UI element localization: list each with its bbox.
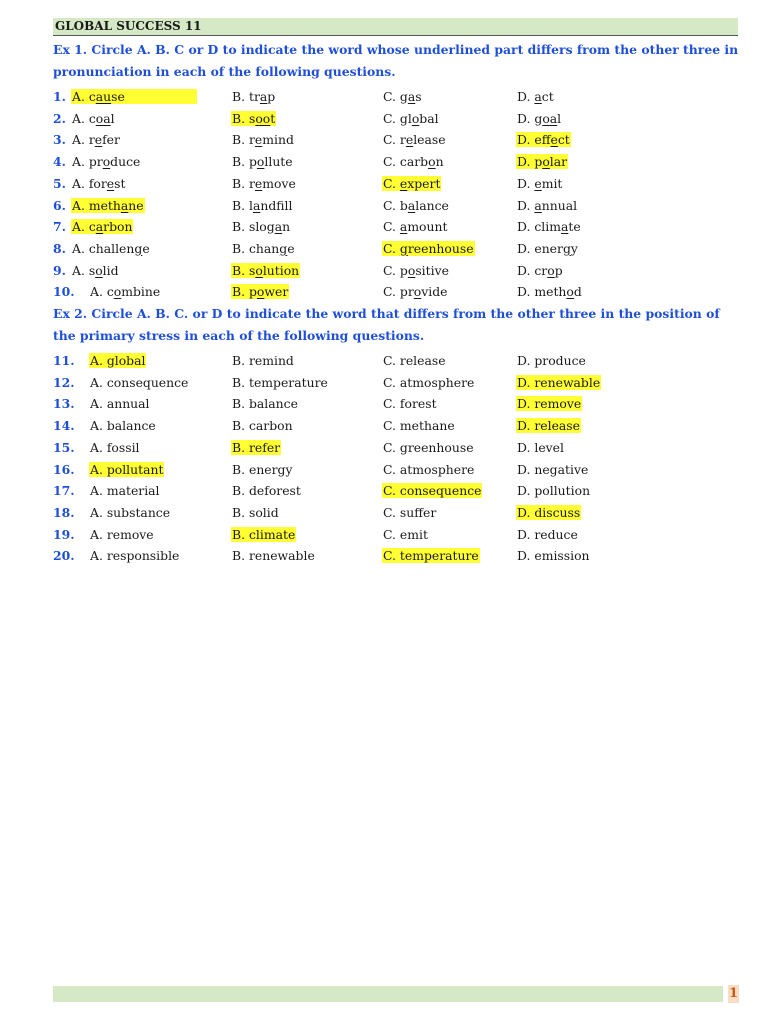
option-text: t bbox=[270, 110, 276, 126]
underlined-sound: oa bbox=[95, 110, 111, 126]
option-d[interactable]: D. discuss bbox=[517, 504, 581, 520]
option-text: sitive bbox=[415, 262, 449, 278]
option-text: B. s bbox=[232, 262, 256, 278]
header-bar bbox=[53, 18, 738, 36]
underlined-sound: a bbox=[407, 197, 416, 213]
exercise-2-instruction: Ex 2. Circle A. B. C. or D to indicate the word that differs from the other three in the position of the primary stress in each of the following questions. bbox=[53, 306, 720, 343]
option-text: A. r bbox=[72, 132, 95, 148]
question-row bbox=[53, 130, 743, 151]
option-text: C. p bbox=[383, 262, 408, 278]
option-d[interactable]: D. renewable bbox=[517, 374, 601, 390]
option-text: move bbox=[262, 175, 296, 191]
option-c[interactable] bbox=[382, 219, 448, 234]
underlined-sound: g bbox=[279, 240, 288, 256]
option-text: C. gl bbox=[383, 110, 412, 126]
option-text: ct bbox=[557, 132, 570, 148]
option-a[interactable]: A. fossil bbox=[90, 439, 140, 455]
question-number: 9. bbox=[53, 262, 66, 278]
question-number: 5. bbox=[53, 175, 66, 191]
question-number: 7. bbox=[53, 219, 66, 235]
option-text: D. bbox=[517, 175, 535, 191]
option-d[interactable]: D. produce bbox=[517, 353, 586, 368]
option-text: C. bbox=[383, 175, 400, 191]
option-text: B. chan bbox=[232, 240, 280, 256]
option-d[interactable] bbox=[516, 132, 571, 147]
option-a[interactable]: A. remove bbox=[90, 526, 154, 542]
underlined-sound: a bbox=[399, 219, 408, 235]
question-number: 19. bbox=[53, 526, 75, 542]
option-text: B. r bbox=[232, 175, 255, 191]
option-c[interactable] bbox=[382, 132, 447, 147]
question-row bbox=[53, 503, 743, 524]
question-number: 10. bbox=[53, 284, 75, 300]
question-number: 13. bbox=[53, 396, 75, 412]
option-text: A. meth bbox=[72, 197, 121, 213]
question-row bbox=[53, 394, 743, 415]
option-d[interactable] bbox=[516, 111, 562, 126]
question-row bbox=[53, 481, 743, 502]
option-d[interactable]: D. remove bbox=[517, 396, 582, 412]
underlined-sound: o bbox=[413, 284, 422, 300]
option-b[interactable]: B. solid bbox=[232, 504, 279, 520]
option-text: duce bbox=[110, 154, 141, 170]
underlined-sound: o bbox=[566, 284, 574, 300]
option-b[interactable]: B. remind bbox=[232, 353, 294, 368]
option-text: wer bbox=[264, 284, 289, 300]
option-text: A. c bbox=[72, 89, 96, 104]
option-text: C. g bbox=[383, 89, 408, 104]
option-text: D. bbox=[517, 89, 535, 104]
question-number: 17. bbox=[53, 483, 75, 499]
option-d[interactable] bbox=[516, 219, 582, 234]
option-text: C. bbox=[383, 240, 400, 256]
option-a[interactable] bbox=[71, 198, 145, 213]
underlined-sound: e bbox=[534, 175, 542, 191]
option-b[interactable] bbox=[231, 284, 289, 299]
question-row bbox=[53, 438, 743, 459]
option-text: B. p bbox=[232, 154, 257, 170]
option-d[interactable] bbox=[516, 198, 578, 213]
option-text: llute bbox=[264, 154, 293, 170]
underlined-sound: e bbox=[399, 175, 408, 191]
question-row bbox=[53, 351, 743, 372]
option-a[interactable] bbox=[71, 89, 197, 104]
option-text: vide bbox=[421, 284, 448, 300]
option-a[interactable]: A. global bbox=[90, 353, 146, 368]
option-text: n bbox=[282, 219, 291, 235]
option-text: nnual bbox=[541, 197, 578, 213]
option-text: lance bbox=[415, 197, 449, 213]
underlined-sound: a bbox=[259, 89, 268, 104]
option-c[interactable]: C. methane bbox=[383, 418, 455, 434]
option-text: D. clim bbox=[517, 219, 561, 235]
option-d[interactable]: D. level bbox=[517, 439, 564, 455]
option-c[interactable] bbox=[382, 284, 448, 299]
underlined-sound: a bbox=[407, 89, 416, 104]
option-text: se bbox=[111, 89, 125, 104]
option-d[interactable]: D. release bbox=[517, 418, 580, 434]
option-text: C. carb bbox=[383, 154, 429, 170]
option-c[interactable] bbox=[382, 198, 450, 213]
option-c[interactable] bbox=[382, 111, 440, 126]
option-d[interactable]: D. pollution bbox=[517, 483, 591, 499]
page-number: 1 bbox=[728, 986, 739, 1001]
underlined-sound: o bbox=[102, 154, 111, 170]
option-text: reenhouse bbox=[407, 240, 474, 256]
option-a[interactable]: A. pollutant bbox=[90, 461, 164, 477]
option-text: e bbox=[287, 240, 295, 256]
option-b[interactable]: B. deforest bbox=[232, 483, 301, 499]
option-text: lar bbox=[549, 154, 568, 170]
underlined-sound: o bbox=[256, 154, 265, 170]
underlined-sound: o bbox=[95, 262, 103, 278]
question-row bbox=[53, 373, 743, 394]
option-text: y bbox=[570, 240, 578, 256]
option-text: mind bbox=[262, 132, 294, 148]
option-c[interactable] bbox=[382, 263, 450, 278]
option-text: p bbox=[267, 89, 276, 104]
option-a[interactable] bbox=[71, 263, 120, 278]
option-b[interactable]: B. balance bbox=[232, 396, 298, 412]
question-row bbox=[53, 109, 743, 130]
option-b[interactable] bbox=[231, 219, 291, 234]
option-c[interactable] bbox=[382, 154, 445, 169]
option-c[interactable]: C. suffer bbox=[383, 504, 437, 520]
option-a[interactable]: A. substance bbox=[90, 504, 171, 520]
option-text: D. eff bbox=[517, 132, 551, 148]
option-text: C. bbox=[383, 219, 400, 235]
option-text: D. bbox=[517, 197, 535, 213]
question-number: 8. bbox=[53, 240, 66, 256]
option-a[interactable] bbox=[71, 132, 121, 147]
option-b[interactable] bbox=[231, 241, 296, 256]
underlined-sound: au bbox=[95, 89, 112, 104]
option-b[interactable] bbox=[231, 154, 294, 169]
question-row bbox=[53, 217, 743, 238]
option-b[interactable] bbox=[231, 198, 293, 213]
option-text: rbon bbox=[103, 219, 133, 235]
option-text: fer bbox=[102, 132, 120, 148]
underlined-sound: g bbox=[562, 240, 571, 256]
question-number: 14. bbox=[53, 418, 75, 434]
option-text: A. s bbox=[72, 262, 96, 278]
option-a[interactable]: A. consequence bbox=[90, 374, 189, 390]
option-text: l bbox=[110, 110, 115, 126]
option-b[interactable] bbox=[231, 132, 295, 147]
option-text: ct bbox=[541, 89, 554, 104]
underlined-sound: g bbox=[399, 240, 408, 256]
option-d[interactable] bbox=[516, 154, 568, 169]
option-text: C. b bbox=[383, 197, 408, 213]
option-text: A. pr bbox=[72, 154, 103, 170]
question-row bbox=[53, 261, 743, 282]
option-c[interactable]: C. greenhouse bbox=[383, 439, 474, 455]
underlined-sound: o bbox=[428, 154, 436, 170]
option-text: p bbox=[554, 262, 563, 278]
option-c[interactable]: C. forest bbox=[383, 396, 437, 412]
option-a[interactable] bbox=[71, 154, 141, 169]
option-text: B. slog bbox=[232, 219, 275, 235]
option-text: D. meth bbox=[517, 284, 567, 300]
option-c[interactable]: C. atmosphere bbox=[383, 461, 475, 477]
option-text: A. c bbox=[72, 110, 96, 126]
underlined-sound: a bbox=[534, 89, 542, 104]
option-text: ne bbox=[128, 197, 144, 213]
option-c[interactable] bbox=[382, 89, 423, 104]
question-number: 20. bbox=[53, 548, 75, 564]
option-b[interactable] bbox=[231, 176, 297, 191]
question-number: 3. bbox=[53, 132, 66, 148]
underlined-sound: a bbox=[252, 197, 261, 213]
option-text: B. tr bbox=[232, 89, 260, 104]
option-text: e bbox=[142, 240, 150, 256]
option-a[interactable] bbox=[89, 284, 161, 299]
option-text: B. l bbox=[232, 197, 253, 213]
option-text: C. r bbox=[383, 132, 406, 148]
option-text: lid bbox=[102, 262, 119, 278]
option-b[interactable] bbox=[231, 111, 276, 126]
question-row bbox=[53, 525, 743, 546]
option-d[interactable] bbox=[516, 241, 579, 256]
option-text: ndfill bbox=[260, 197, 293, 213]
underlined-sound: a bbox=[274, 219, 283, 235]
document-title: GLOBAL SUCCESS 11 bbox=[55, 19, 202, 33]
option-a[interactable] bbox=[71, 176, 126, 191]
option-c[interactable]: C. release bbox=[383, 353, 446, 368]
option-text: lution bbox=[262, 262, 300, 278]
option-text: C. pr bbox=[383, 284, 414, 300]
exercise-1-instruction: Ex 1. Circle A. B. C or D to indicate the word whose underlined part differs from the other three in pronunciation in each of the following questions. bbox=[53, 42, 739, 79]
option-d[interactable] bbox=[516, 89, 555, 104]
option-c[interactable]: C. consequence bbox=[383, 483, 482, 499]
underlined-sound: o bbox=[542, 154, 550, 170]
option-d[interactable] bbox=[516, 284, 583, 299]
option-text: D. p bbox=[517, 154, 543, 170]
question-number: 12. bbox=[53, 374, 75, 390]
option-text: A. for bbox=[72, 175, 107, 191]
option-text: B. s bbox=[232, 110, 256, 126]
option-text: n bbox=[435, 154, 444, 170]
option-text: B. p bbox=[232, 284, 257, 300]
question-row bbox=[53, 239, 743, 260]
option-text: A. c bbox=[90, 284, 114, 300]
question-row bbox=[53, 196, 743, 217]
option-text: l bbox=[557, 110, 562, 126]
option-text: lease bbox=[413, 132, 446, 148]
option-b[interactable]: B. climate bbox=[232, 526, 296, 542]
option-text: xpert bbox=[407, 175, 441, 191]
question-number: 16. bbox=[53, 461, 75, 477]
option-text: d bbox=[573, 284, 582, 300]
option-c[interactable]: C. emit bbox=[383, 526, 428, 542]
question-number: 2. bbox=[53, 110, 66, 126]
option-a[interactable]: A. material bbox=[90, 483, 160, 499]
underlined-sound: o bbox=[256, 284, 265, 300]
option-text: s bbox=[415, 89, 422, 104]
underlined-sound: e bbox=[94, 132, 103, 148]
underlined-sound: g bbox=[134, 240, 143, 256]
underlined-sound: e bbox=[254, 175, 263, 191]
option-text: D. g bbox=[517, 110, 543, 126]
question-row bbox=[53, 87, 743, 108]
underlined-sound: oa bbox=[542, 110, 558, 126]
underlined-sound: a bbox=[534, 197, 542, 213]
underlined-sound: e bbox=[254, 132, 263, 148]
underlined-sound: o bbox=[547, 262, 555, 278]
option-text: B. r bbox=[232, 132, 255, 148]
option-a[interactable]: A. balance bbox=[90, 418, 156, 434]
option-d[interactable]: D. negative bbox=[517, 461, 589, 477]
option-text: bal bbox=[419, 110, 439, 126]
option-b[interactable] bbox=[231, 89, 276, 104]
question-number: 18. bbox=[53, 504, 75, 520]
option-text: mbine bbox=[121, 284, 161, 300]
option-text: mount bbox=[407, 219, 448, 235]
option-b[interactable] bbox=[231, 263, 300, 278]
option-a[interactable] bbox=[71, 111, 116, 126]
option-c[interactable]: C. temperature bbox=[383, 548, 479, 564]
underlined-sound: oo bbox=[255, 110, 271, 126]
option-b[interactable]: B. temperature bbox=[232, 374, 328, 390]
underlined-sound: e bbox=[106, 175, 115, 191]
underlined-sound: o bbox=[411, 110, 420, 126]
question-row bbox=[53, 152, 743, 173]
question-number: 11. bbox=[53, 353, 75, 368]
option-b[interactable]: B. renewable bbox=[232, 548, 315, 564]
question-row bbox=[53, 416, 743, 437]
underlined-sound: e bbox=[550, 132, 558, 148]
underlined-sound: o bbox=[113, 284, 122, 300]
underlined-sound: a bbox=[120, 197, 129, 213]
question-number: 4. bbox=[53, 154, 66, 170]
option-text: D. ener bbox=[517, 240, 563, 256]
underlined-sound: o bbox=[407, 262, 416, 278]
option-a[interactable] bbox=[71, 219, 133, 234]
question-row bbox=[53, 460, 743, 481]
option-a[interactable]: A. annual bbox=[90, 396, 150, 412]
option-c[interactable] bbox=[382, 241, 475, 256]
option-c[interactable] bbox=[382, 176, 441, 191]
option-d[interactable]: D. emission bbox=[517, 548, 590, 564]
option-text: te bbox=[568, 219, 581, 235]
option-b[interactable]: B. energy bbox=[232, 461, 293, 477]
question-row bbox=[53, 282, 743, 303]
option-b[interactable]: B. carbon bbox=[232, 418, 293, 434]
question-row bbox=[53, 546, 743, 567]
question-number: 15. bbox=[53, 439, 75, 455]
question-number: 6. bbox=[53, 197, 66, 213]
question-row bbox=[53, 174, 743, 195]
option-c[interactable]: C. atmosphere bbox=[383, 374, 475, 390]
option-a[interactable] bbox=[71, 241, 151, 256]
option-text: st bbox=[114, 175, 126, 191]
footer-bar bbox=[53, 986, 723, 1002]
underlined-sound: a bbox=[560, 219, 569, 235]
underlined-sound: o bbox=[255, 262, 263, 278]
option-text: A. challen bbox=[72, 240, 135, 256]
option-text: mit bbox=[541, 175, 563, 191]
option-d[interactable]: D. reduce bbox=[517, 526, 578, 542]
underlined-sound: a bbox=[95, 219, 104, 235]
option-text: D. cr bbox=[517, 262, 548, 278]
option-d[interactable] bbox=[516, 263, 564, 278]
question-number: 1. bbox=[53, 89, 66, 104]
option-d[interactable] bbox=[516, 176, 563, 191]
underlined-sound: e bbox=[405, 132, 414, 148]
option-b[interactable]: B. refer bbox=[232, 439, 281, 455]
option-text: A. c bbox=[72, 219, 96, 235]
option-a[interactable]: A. responsible bbox=[90, 548, 180, 564]
